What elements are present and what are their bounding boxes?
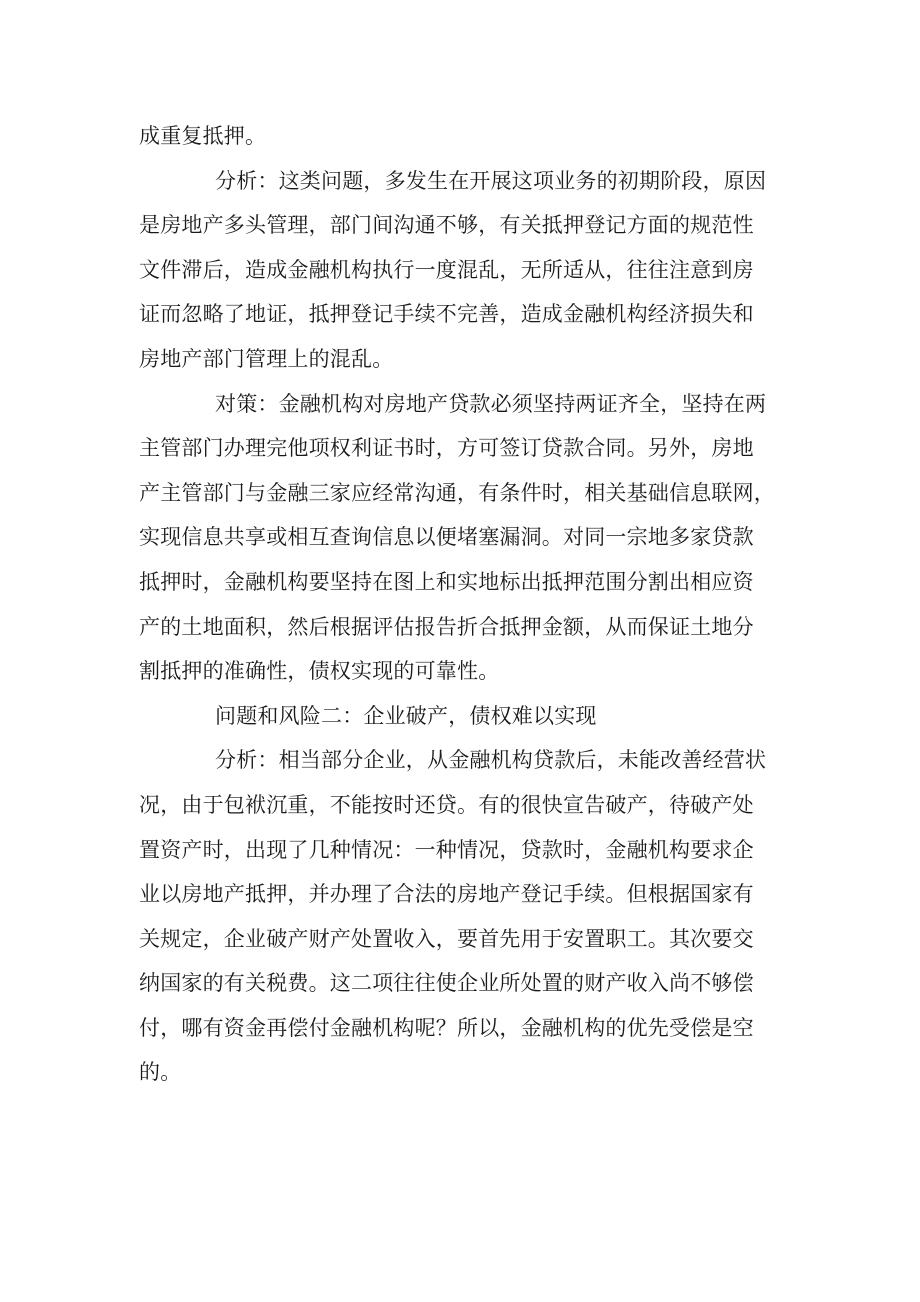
text-line: 业以房地产抵押，并办理了合法的房地产登记手续。但根据国家有	[139, 882, 754, 907]
text-line: 实现信息共享或相互查询信息以便堵塞漏洞。对同一宗地多家贷款	[139, 525, 754, 550]
text-line: 产的土地面积，然后根据评估报告折合抵押金额，从而保证土地分	[139, 614, 754, 639]
text-line: 割抵押的准确性，债权实现的可靠性。	[139, 659, 500, 684]
text-line: 的。	[139, 1060, 182, 1085]
text-line: 产主管部门与金融三家应经常沟通，有条件时，相关基础信息联网，	[139, 480, 775, 505]
text-line: 纳国家的有关税费。这二项往往使企业所处置的财产收入尚不够偿	[139, 971, 754, 996]
text-line: 主管部门办理完他项权利证书时，方可签订贷款合同。另外，房地	[139, 436, 754, 461]
paragraph-analysis-2-start: 分析：相当部分企业，从金融机构贷款后，未能改善经营状	[215, 748, 767, 773]
text-line: 证而忽略了地证，抵押登记手续不完善，造成金融机构经济损失和	[139, 302, 754, 327]
text-line: 置资产时，出现了几种情况：一种情况，贷款时，金融机构要求企	[139, 837, 754, 862]
text-line: 成重复抵押。	[139, 124, 267, 148]
paragraph-analysis-1-start: 分析：这类问题，多发生在开展这项业务的初期阶段，原因	[215, 168, 767, 193]
text-line: 文件滞后，造成金融机构执行一度混乱，无所适从，往往注意到房	[139, 257, 754, 282]
text-line: 是房地产多头管理，部门间沟通不够，有关抵押登记方面的规范性	[139, 213, 754, 238]
section-heading-risk-two: 问题和风险二：企业破产，债权难以实现	[215, 703, 597, 728]
paragraph-countermeasure-start: 对策：金融机构对房地产贷款必须坚持两证齐全，坚持在两	[215, 391, 767, 416]
text-line: 付，哪有资金再偿付金融机构呢？所以，金融机构的优先受偿是空	[139, 1015, 754, 1040]
text-line: 房地产部门管理上的混乱。	[139, 346, 394, 371]
text-line: 况，由于包袱沉重，不能按时还贷。有的很快宣告破产，待破产处	[139, 792, 754, 817]
document-body	[139, 114, 779, 1095]
text-line: 抵押时，金融机构要坚持在图上和实地标出抵押范围分割出相应资	[139, 569, 754, 594]
text-line: 关规定，企业破产财产处置收入，要首先用于安置职工。其次要交	[139, 926, 754, 951]
